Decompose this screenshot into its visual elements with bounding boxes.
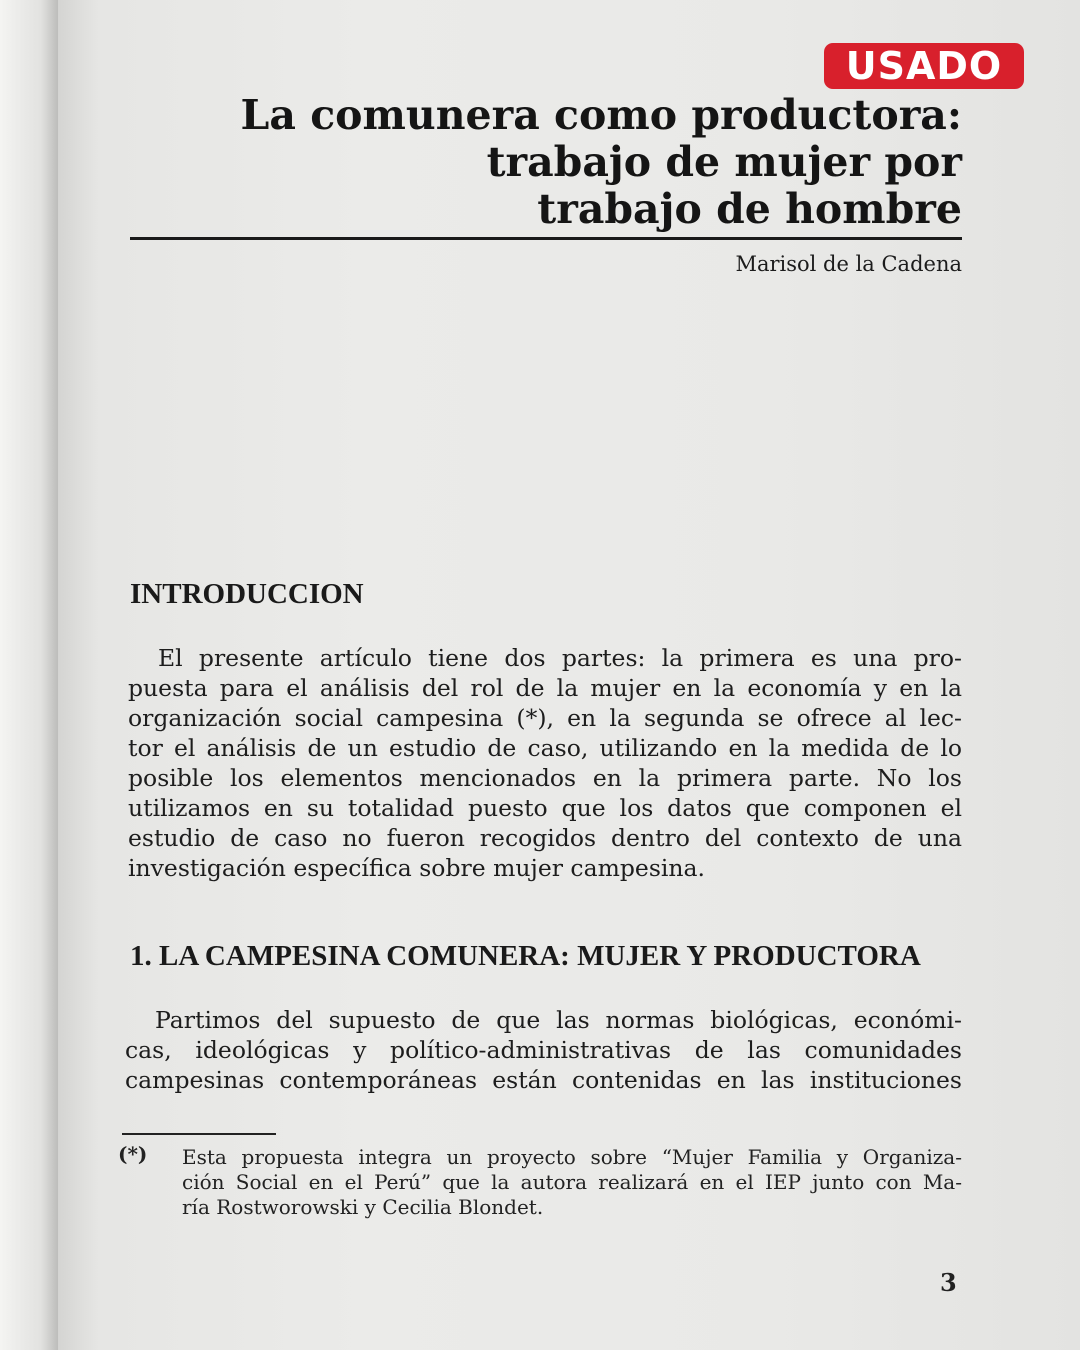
footnote-line: ría Rostworowski y Cecilia Blondet. (182, 1195, 544, 1219)
book-spine-gutter (0, 0, 58, 1350)
text-line: investigación específica sobre mujer campesina. (128, 854, 706, 882)
text-line: utilizamos en su totalidad puesto que los datos que componen el (128, 794, 962, 822)
page-number: 3 (940, 1268, 957, 1297)
text-line: tor el análisis de un estudio de caso, utilizando en la medida de lo (128, 734, 962, 762)
section-heading: 1. LA CAMPESINA COMUNERA: MUJER Y PRODUCTORA (130, 940, 921, 972)
article-title (200, 92, 962, 233)
footnote-rule (122, 1133, 276, 1135)
text-line: estudio de caso no fueron recogidos dentro del contexto de una (128, 824, 962, 852)
text-line: puesta para el análisis del rol de la mujer en la economía y en la (128, 674, 962, 702)
text-line: cas, ideológicas y político-administrativas de las comunidades (125, 1036, 962, 1064)
used-badge: USADO (824, 43, 1024, 89)
title-rule (130, 237, 962, 240)
text-line: posible los elementos mencionados en la primera parte. No los (128, 764, 962, 792)
text-line: campesinas contemporáneas están contenidas en las instituciones (125, 1066, 962, 1094)
introduction-paragraph (128, 643, 962, 883)
text-line: organización social campesina (*), en la segunda se ofrece al lec- (128, 704, 962, 732)
title-line: trabajo de hombre (537, 185, 962, 233)
section-paragraph (125, 1005, 962, 1095)
introduction-heading: INTRODUCCION (130, 578, 364, 610)
author-name: Marisol de la Cadena (735, 252, 962, 276)
title-line: trabajo de mujer por (486, 138, 962, 186)
text-line: El presente artículo tiene dos partes: la primera es una pro- (158, 644, 962, 672)
title-line: La comunera como productora: (240, 91, 962, 139)
footnote-marker: (*) (118, 1142, 148, 1166)
footnote-line: ción Social en el Perú” que la autora realizará en el IEP junto con Ma- (182, 1170, 962, 1194)
footnote-line: Esta propuesta integra un proyecto sobre “Mujer Familia y Organiza- (182, 1145, 962, 1169)
footnote-text (182, 1145, 962, 1220)
text-line: Partimos del supuesto de que las normas biológicas, económi- (155, 1006, 962, 1034)
